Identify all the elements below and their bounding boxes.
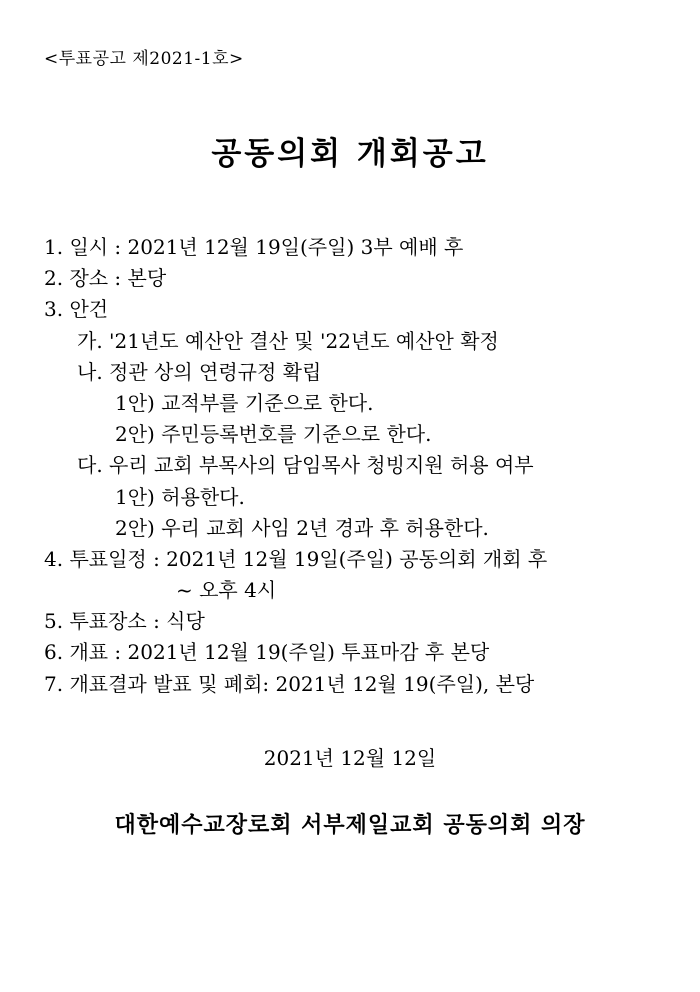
item-datetime: 1. 일시 : 2021년 12월 19일(주일) 3부 예배 후 xyxy=(44,235,464,259)
item-place: 2. 장소 : 본당 xyxy=(44,266,167,291)
item-vote-place: 5. 투표장소 : 식당 xyxy=(44,609,205,634)
item-counting: 6. 개표 : 2021년 12월 19(주일) 투표마감 후 본당 xyxy=(44,640,490,665)
agenda-list xyxy=(44,232,684,700)
agenda-pastor-call: 다. 우리 교회 부목사의 담임목사 청빙지원 허용 여부 xyxy=(77,453,534,478)
agenda-age-rule: 나. 정관 상의 연령규정 확립 xyxy=(77,359,322,384)
age-rule-option-2: 2안) 주민등록번호를 기준으로 한다. xyxy=(115,422,432,447)
age-rule-option-1: 1안) 교적부를 기준으로 한다. xyxy=(115,390,374,415)
notice-date: 2021년 12월 12일 xyxy=(263,746,437,770)
item-agenda: 3. 안건 xyxy=(44,297,109,322)
notice-number: <투표공고 제2021-1호> xyxy=(44,49,244,69)
page-title: 공동의회 개회공고 xyxy=(211,136,489,172)
item-results: 7. 개표결과 발표 및 폐회: 2021년 12월 19(주일), 본당 xyxy=(44,671,535,696)
pastor-call-option-1: 1안) 허용한다. xyxy=(115,484,245,509)
signer: 대한예수교장로회 서부제일교회 공동의회 의장 xyxy=(114,812,586,838)
pastor-call-option-2: 2안) 우리 교회 사임 2년 경과 후 허용한다. xyxy=(115,515,489,540)
item-vote-schedule: 4. 투표일정 : 2021년 12월 19일(주일) 공동의회 개회 후 xyxy=(44,546,548,571)
vote-schedule-end: ~ 오후 4시 xyxy=(176,578,277,603)
agenda-budget: 가. '21년도 예산안 결산 및 '22년도 예산안 확정 xyxy=(77,328,499,353)
